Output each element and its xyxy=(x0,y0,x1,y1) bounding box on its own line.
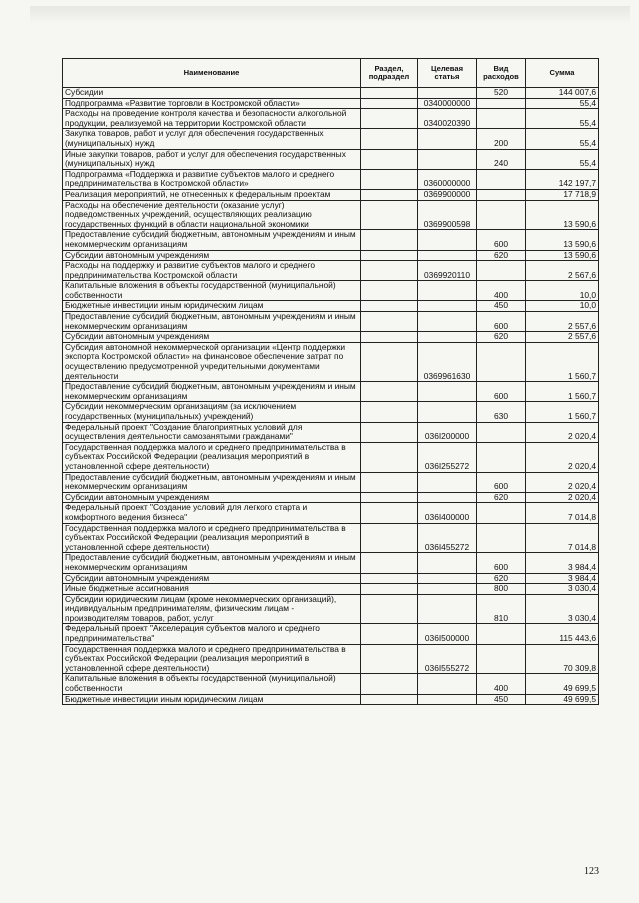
table-row xyxy=(63,402,599,422)
row-name: Расходы на обеспечение деятельности (оказание услуг) подведомственных учреждений, осуществляющих реализацию государственных функций в области национальной экономики xyxy=(63,200,361,230)
row-section xyxy=(361,382,418,402)
row-section xyxy=(361,694,418,705)
row-expense-type: 630 xyxy=(477,402,526,422)
table-row xyxy=(63,250,599,261)
row-name: Капитальные вложения в объекты государственной (муниципальной) собственности xyxy=(63,674,361,694)
row-name: Субсидии некоммерческим организациям (за исключением государственных (муниципальных) учреждений) xyxy=(63,402,361,422)
row-sum: 10,0 xyxy=(526,281,599,301)
row-name: Капитальные вложения в объекты государственной (муниципальной) собственности xyxy=(63,281,361,301)
row-target-article: 036I200000 xyxy=(418,422,477,442)
row-name: Субсидия автономной некоммерческой организации «Центр поддержки экспорта Костромской области» на финансовое обеспечение затрат по осуществлению предусмотренной учредительными документами деятельности xyxy=(63,342,361,381)
row-section xyxy=(361,442,418,472)
row-section xyxy=(361,301,418,312)
table-row xyxy=(63,169,599,189)
table-row xyxy=(63,472,599,492)
row-sum: 10,0 xyxy=(526,301,599,312)
row-name: Предоставление субсидий бюджетным, автономным учреждениям и иным некоммерческим организациям xyxy=(63,230,361,250)
row-sum: 2 020,4 xyxy=(526,422,599,442)
table-row xyxy=(63,129,599,149)
table-row xyxy=(63,523,599,553)
scan-shadow xyxy=(30,6,630,24)
row-target-article xyxy=(418,332,477,343)
row-target-article: 0340020390 xyxy=(418,109,477,129)
row-expense-type: 600 xyxy=(477,230,526,250)
row-expense-type xyxy=(477,342,526,381)
row-expense-type xyxy=(477,261,526,281)
row-section xyxy=(361,261,418,281)
row-section xyxy=(361,250,418,261)
row-expense-type xyxy=(477,98,526,109)
row-section xyxy=(361,149,418,169)
row-target-article xyxy=(418,553,477,573)
table-row xyxy=(63,382,599,402)
row-sum: 115 443,6 xyxy=(526,624,599,644)
row-sum: 13 590,6 xyxy=(526,230,599,250)
row-section xyxy=(361,422,418,442)
row-target-article xyxy=(418,281,477,301)
row-target-article xyxy=(418,492,477,503)
row-expense-type: 800 xyxy=(477,584,526,595)
row-name: Предоставление субсидий бюджетным, автономным учреждениям и иным некоммерческим организациям xyxy=(63,312,361,332)
row-section xyxy=(361,129,418,149)
row-expense-type xyxy=(477,624,526,644)
row-section xyxy=(361,624,418,644)
row-sum: 2 557,6 xyxy=(526,332,599,343)
row-section xyxy=(361,644,418,674)
row-sum: 49 699,5 xyxy=(526,694,599,705)
row-target-article: 0360000000 xyxy=(418,169,477,189)
row-sum: 55,4 xyxy=(526,109,599,129)
row-expense-type: 400 xyxy=(477,674,526,694)
row-sum: 55,4 xyxy=(526,149,599,169)
table-row xyxy=(63,492,599,503)
row-name: Субсидии юридическим лицам (кроме некоммерческих организаций), индивидуальным предпринимателям, физическим лицам - производителям товаров, работ, услуг xyxy=(63,594,361,624)
row-sum: 3 984,4 xyxy=(526,553,599,573)
row-expense-type xyxy=(477,422,526,442)
row-sum: 3 984,4 xyxy=(526,573,599,584)
row-expense-type: 620 xyxy=(477,492,526,503)
row-target-article: 0369900000 xyxy=(418,189,477,200)
row-target-article: 0340000000 xyxy=(418,98,477,109)
table-row xyxy=(63,88,599,99)
row-name: Предоставление субсидий бюджетным, автономным учреждениям и иным некоммерческим организациям xyxy=(63,382,361,402)
row-sum: 49 699,5 xyxy=(526,674,599,694)
row-sum: 13 590,6 xyxy=(526,250,599,261)
row-target-article: 036I400000 xyxy=(418,503,477,523)
row-section xyxy=(361,503,418,523)
row-name: Государственная поддержка малого и среднего предпринимательства в субъектах Российской Федерации (реализация мероприятий в установленной сфере деятельности) xyxy=(63,523,361,553)
row-sum: 17 718,9 xyxy=(526,189,599,200)
row-section xyxy=(361,674,418,694)
row-name: Иные бюджетные ассигнования xyxy=(63,584,361,595)
table-row xyxy=(63,594,599,624)
row-name: Федеральный проект "Создание условий для легкого старта и комфортного ведения бизнеса" xyxy=(63,503,361,523)
row-section xyxy=(361,200,418,230)
row-section xyxy=(361,553,418,573)
row-name: Бюджетные инвестиции иным юридическим лицам xyxy=(63,301,361,312)
row-target-article xyxy=(418,312,477,332)
row-expense-type xyxy=(477,169,526,189)
row-target-article xyxy=(418,250,477,261)
row-target-article xyxy=(418,129,477,149)
row-expense-type: 400 xyxy=(477,281,526,301)
row-expense-type xyxy=(477,644,526,674)
row-sum: 2 557,6 xyxy=(526,312,599,332)
row-target-article: 036I555272 xyxy=(418,644,477,674)
header-sum: Сумма xyxy=(526,59,599,88)
table-body xyxy=(63,88,599,705)
row-target-article xyxy=(418,88,477,99)
header-type: Вид расходов xyxy=(477,59,526,88)
row-name: Федеральный проект "Акселерация субъектов малого и среднего предпринимательства" xyxy=(63,624,361,644)
row-sum: 1 560,7 xyxy=(526,342,599,381)
table-row xyxy=(63,301,599,312)
row-name: Федеральный проект "Создание благоприятных условий для осуществления деятельности самозанятыми гражданами" xyxy=(63,422,361,442)
row-name: Субсидии автономным учреждениям xyxy=(63,250,361,261)
table-row xyxy=(63,230,599,250)
row-target-article xyxy=(418,301,477,312)
row-expense-type: 600 xyxy=(477,312,526,332)
row-target-article: 036I255272 xyxy=(418,442,477,472)
row-expense-type: 600 xyxy=(477,382,526,402)
table-row xyxy=(63,312,599,332)
table-row xyxy=(63,149,599,169)
table-row xyxy=(63,189,599,200)
row-target-article xyxy=(418,694,477,705)
row-target-article xyxy=(418,573,477,584)
row-target-article xyxy=(418,149,477,169)
row-section xyxy=(361,594,418,624)
row-sum: 1 560,7 xyxy=(526,382,599,402)
row-sum: 2 020,4 xyxy=(526,472,599,492)
row-name: Расходы на проведение контроля качества и безопасности алкогольной продукции, реализуемой на территории Костромской области xyxy=(63,109,361,129)
row-section xyxy=(361,402,418,422)
row-target-article: 036I500000 xyxy=(418,624,477,644)
row-name: Бюджетные инвестиции иным юридическим лицам xyxy=(63,694,361,705)
row-section xyxy=(361,169,418,189)
table-row xyxy=(63,200,599,230)
row-expense-type: 620 xyxy=(477,573,526,584)
row-expense-type: 620 xyxy=(477,250,526,261)
row-section xyxy=(361,573,418,584)
row-target-article xyxy=(418,402,477,422)
table-row xyxy=(63,342,599,381)
row-expense-type: 200 xyxy=(477,129,526,149)
row-name: Субсидии автономным учреждениям xyxy=(63,492,361,503)
row-sum: 2 020,4 xyxy=(526,492,599,503)
budget-table xyxy=(62,58,599,705)
row-sum: 55,4 xyxy=(526,98,599,109)
row-target-article: 0369920110 xyxy=(418,261,477,281)
row-name: Предоставление субсидий бюджетным, автономным учреждениям и иным некоммерческим организациям xyxy=(63,553,361,573)
row-sum: 70 309,8 xyxy=(526,644,599,674)
table-row xyxy=(63,261,599,281)
row-expense-type xyxy=(477,200,526,230)
row-name: Подпрограмма «Развитие торговли в Костромской области» xyxy=(63,98,361,109)
header-section: Раздел, подраздел xyxy=(361,59,418,88)
row-name: Расходы на поддержку и развитие субъектов малого и среднего предпринимательства Костромской области xyxy=(63,261,361,281)
table-row xyxy=(63,644,599,674)
row-sum: 1 560,7 xyxy=(526,402,599,422)
table-row xyxy=(63,98,599,109)
row-sum: 7 014,8 xyxy=(526,523,599,553)
row-section xyxy=(361,88,418,99)
row-sum: 144 007,6 xyxy=(526,88,599,99)
row-target-article xyxy=(418,382,477,402)
row-target-article xyxy=(418,584,477,595)
row-sum: 142 197,7 xyxy=(526,169,599,189)
row-target-article: 036I455272 xyxy=(418,523,477,553)
row-section xyxy=(361,523,418,553)
row-sum: 3 030,4 xyxy=(526,584,599,595)
row-target-article: 0369961630 xyxy=(418,342,477,381)
row-name: Предоставление субсидий бюджетным, автономным учреждениям и иным некоммерческим организациям xyxy=(63,472,361,492)
row-expense-type xyxy=(477,442,526,472)
row-expense-type xyxy=(477,189,526,200)
row-target-article xyxy=(418,674,477,694)
row-expense-type: 520 xyxy=(477,88,526,99)
row-target-article: 0369900598 xyxy=(418,200,477,230)
table-row xyxy=(63,281,599,301)
row-sum: 13 590,6 xyxy=(526,200,599,230)
row-section xyxy=(361,312,418,332)
row-expense-type: 810 xyxy=(477,594,526,624)
row-section xyxy=(361,492,418,503)
row-expense-type: 600 xyxy=(477,553,526,573)
row-section xyxy=(361,342,418,381)
row-name: Реализация мероприятий, не отнесенных к федеральным проектам xyxy=(63,189,361,200)
row-name: Государственная поддержка малого и среднего предпринимательства в субъектах Российской Федерации (реализация мероприятий в установленной сфере деятельности) xyxy=(63,644,361,674)
row-name: Подпрограмма «Поддержка и развитие субъектов малого и среднего предпринимательства в Костромской области» xyxy=(63,169,361,189)
row-expense-type: 450 xyxy=(477,301,526,312)
row-section xyxy=(361,189,418,200)
row-name: Закупка товаров, работ и услуг для обеспечения государственных (муниципальных) нужд xyxy=(63,129,361,149)
row-name: Субсидии автономным учреждениям xyxy=(63,573,361,584)
table-row xyxy=(63,584,599,595)
row-expense-type: 450 xyxy=(477,694,526,705)
table-row xyxy=(63,553,599,573)
row-section xyxy=(361,281,418,301)
row-section xyxy=(361,230,418,250)
row-section xyxy=(361,98,418,109)
row-expense-type xyxy=(477,523,526,553)
row-expense-type: 600 xyxy=(477,472,526,492)
row-target-article xyxy=(418,472,477,492)
row-name: Государственная поддержка малого и среднего предпринимательства в субъектах Российской Федерации (реализация мероприятий в установленной сфере деятельности) xyxy=(63,442,361,472)
row-sum: 7 014,8 xyxy=(526,503,599,523)
row-sum: 2 020,4 xyxy=(526,442,599,472)
row-name: Субсидии xyxy=(63,88,361,99)
row-sum: 3 030,4 xyxy=(526,594,599,624)
header-target: Целевая статья xyxy=(418,59,477,88)
table-header-row xyxy=(63,59,599,88)
table-row xyxy=(63,674,599,694)
row-section xyxy=(361,472,418,492)
table-row xyxy=(63,332,599,343)
row-target-article xyxy=(418,230,477,250)
table-row xyxy=(63,624,599,644)
table-row xyxy=(63,694,599,705)
page-number: 123 xyxy=(584,866,599,877)
row-target-article xyxy=(418,594,477,624)
header-name: Наименование xyxy=(63,59,361,88)
row-name: Субсидии автономным учреждениям xyxy=(63,332,361,343)
row-sum: 2 567,6 xyxy=(526,261,599,281)
row-section xyxy=(361,332,418,343)
table-row xyxy=(63,503,599,523)
row-section xyxy=(361,584,418,595)
table-row xyxy=(63,573,599,584)
table-row xyxy=(63,109,599,129)
table-row xyxy=(63,422,599,442)
row-name: Иные закупки товаров, работ и услуг для обеспечения государственных (муниципальных) нужд xyxy=(63,149,361,169)
row-expense-type xyxy=(477,109,526,129)
row-expense-type: 240 xyxy=(477,149,526,169)
row-sum: 55,4 xyxy=(526,129,599,149)
row-expense-type xyxy=(477,503,526,523)
table-row xyxy=(63,442,599,472)
row-expense-type: 620 xyxy=(477,332,526,343)
row-section xyxy=(361,109,418,129)
